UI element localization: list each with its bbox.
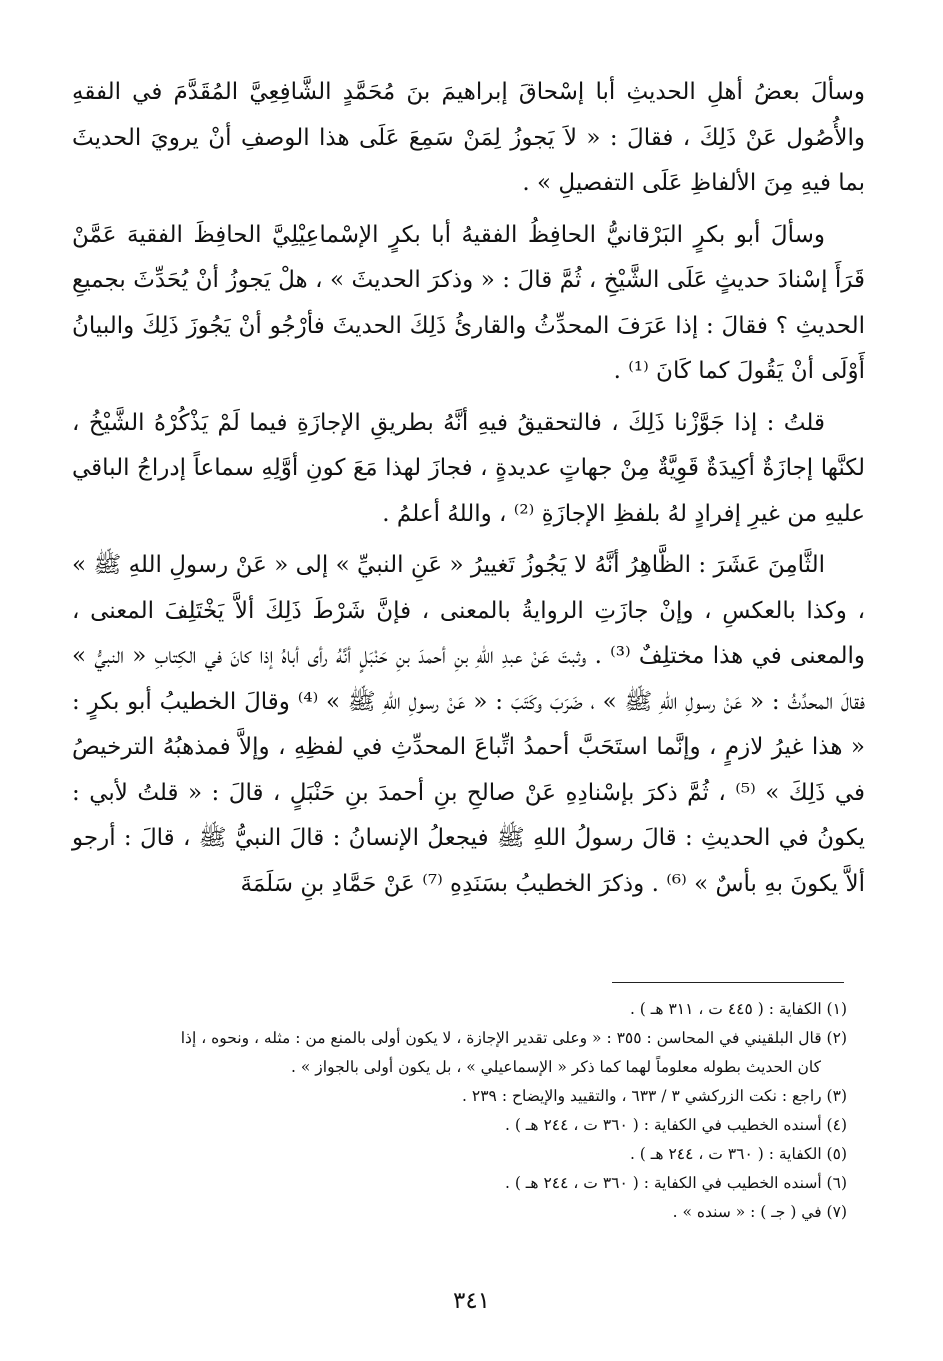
paragraph-3: قلتُ : إذا جَوَّزْنا ذَلِكَ ، فالتحقيقُ فيهِ أنَّهُ بطريقِ الإجازَةِ فيما لَمْ يَذْكُرْهُ الشَّيْخُ ، لكنَّها إجازَةٌ أكِيدَةٌ قَوِيَّةٌ مِنْ جهاتٍ عديدةٍ ، فجازَ لهذا مَعَ كونِ أوَّلِهِ سماعاً إدراجُ الباقي عليهِ من غيرِ إفرادٍ لهُ بلفظِ الإجازَةِ ⁽²⁾ ، واللهُ أعلمُ . [72,409,865,527]
main-text [72,70,865,913]
footnote-2: (٢) قال البلقيني في المحاسن : ٣٥٥ : « وعلى تقدير الإجازة ، لا يكون أولى بالمنع من : مثله ، ونحوه ، إذا [180,1029,847,1047]
paragraph-1: وسألَ بعضُ أهلِ الحديثِ أبا إسْحاقَ إبراهيمَ بنَ مُحَمَّدٍ الشَّافِعِيَّ المُقَدَّمَ في الفقهِ والأُصُول عَنْ ذَلِكَ ، فقالَ : « لاَ يَجوزُ لِمَنْ سَمِعَ عَلَى هذا الوصفِ أنْ يرويَ الحديثَ بما فيهِ مِنَ الألفاظِ عَلَى التفصيلِ » . [72,79,865,196]
footnote-4: (٤) أسنده الخطيب في الكفاية : ( ٣٦٠ ت ، ٢٤٤ هـ ) . [504,1116,847,1134]
footnote-3: (٣) راجع : نكت الزركشي ٣ / ٦٣٣ ، والتقييد والإيضاح : ٢٣٩ . [462,1087,847,1105]
footnote-separator [612,982,844,983]
footnote-7: (٧) في ( جـ ) : « سنده » . [672,1203,847,1221]
page-number: ٣٤١ [452,1288,491,1314]
footnote-1: (١) الكفاية : ( ٤٤٥ ت ، ٣١١ هـ ) . [629,1000,847,1018]
footnote-5: (٥) الكفاية : ( ٣٦٠ ت ، ٢٤٤ هـ ) . [629,1145,847,1163]
paragraph-2: وسألَ أبو بكرٍ البَرْقانيُّ الحافِظُ الفقيهُ أبا بكرٍ الإسْماعِيْلِيَّ الحافِظَ الفقيهَ عَمَّنْ قَرَأَ إسْنادَ حديثٍ عَلَى الشَّيْخِ ، ثُمَّ قالَ : « وذكرَ الحديثَ » ، هلْ يَجوزُ أنْ يُحَدِّثَ بجميعِ الحديثِ ؟ فقالَ : إذا عَرَفَ المحدِّثُ والقارئُ ذَلِكَ الحديثَ فأرْجُو أنْ يَجُوزَ ذَلِكَ والبيانُ أَوْلَى أنْ يَقُولَ كما كَانَ ⁽¹⁾ . [72,221,865,384]
footnote-2-continuation: كان الحديث بطوله معلوماً لهما كما ذكر « الإسماعيلي » ، بل يكون أولى بالجواز » . [291,1058,821,1076]
footnote-6: (٦) أسنده الخطيب في الكفاية : ( ٣٦٠ ت ، ٢٤٤ هـ ) . [504,1174,847,1192]
paragraph-4: الثَّامِنَ عَشَرَ : الظَّاهِرُ أنَّهُ لا يَجُوزُ تَغييرُ « عَنِ النبيِّ » إلى « عَنْ رسولِ اللهِ ﷺ » ، وكذا بالعكسِ ، وإنْ جازَتِ الروايةُ بالمعنى ، فإنَّ شَرْطَ ذَلِكَ ألاَّ يَخْتَلِفَ المعنى ، والمعنى في هذا مختلِفٌ ⁽³⁾ . وثبتَ عَنْ عبدِ اللهِ بنِ أحمدَ بنِ حَنْبَلٍ أنَّهُ رأى أباهُ إذا كانَ في الكِتابِ « النبيُّ » فقالَ المحدِّثُ : « عَنْ رسولِ اللهِ ﷺ » ، ضَرَبَ وكَتَبَ : « عَنْ رسولِ اللهِ ﷺ » ⁽⁴⁾ وقالَ الخطيبُ أبو بكرٍ : « هذا غيرُ لازمٍ ، وإنَّما استَحَبَّ أحمدُ اتِّباعَ المحدِّثِ في لفظِهِ ، وإلاَّ فمذهبُهُ الترخيصُ في ذَلِكَ » ⁽⁵⁾ ، ثُمَّ ذكرَ بإسْنادِهِ عَنْ صالحِ بنِ أحمدَ بنِ حَنْبَلٍ ، قالَ : « قلتُ لأبي : يكونُ في الحديثِ : قالَ رسولُ اللهِ ﷺ فيجعلُ الإنسانُ : قالَ النبيُّ ﷺ ، قالَ : أرجو ألاَّ يكونَ بهِ بأسٌ » ⁽⁶⁾ . وذكرَ الخطيبُ بسَنَدِهِ ⁽⁷⁾ عَنْ حَمَّادِ بنِ سَلَمَةَ [72,552,865,897]
footnotes [80,995,847,1227]
